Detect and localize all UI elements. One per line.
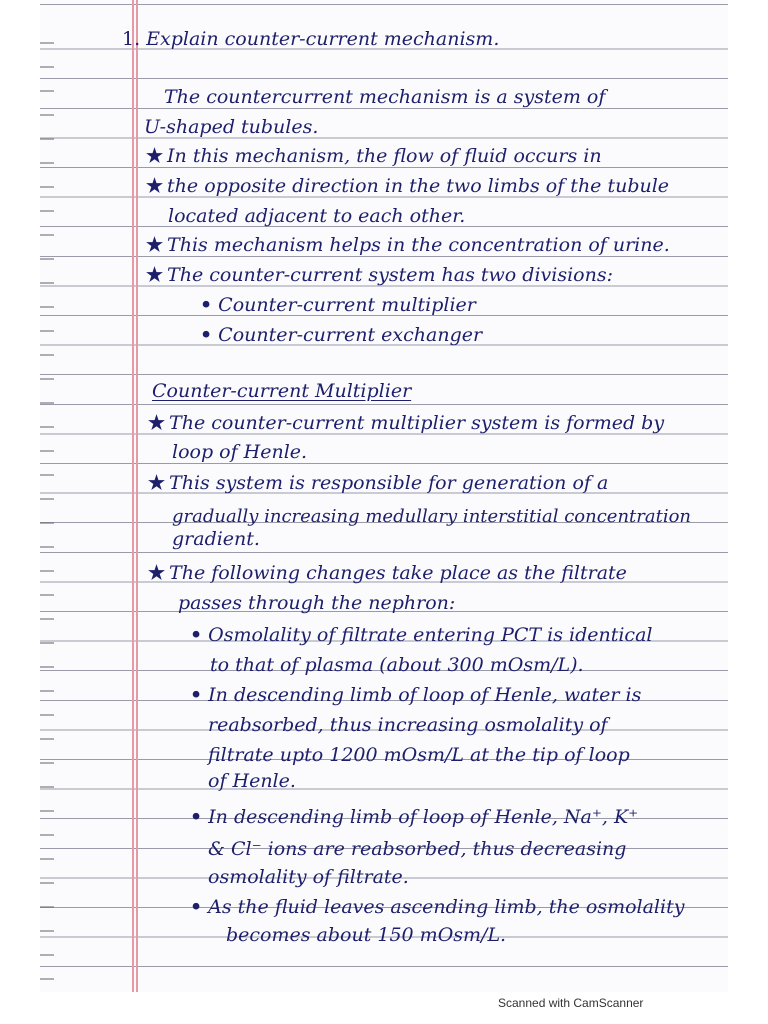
note-line [168, 205, 465, 227]
star-bullet-icon: ★ [148, 412, 166, 434]
dot-line [200, 324, 482, 346]
star-bullet-icon: ★ [146, 234, 164, 256]
line-text: to that of plasma (about 300 mOsm/L). [210, 654, 584, 676]
dot-line [190, 806, 638, 828]
dot-bullet-icon: • [190, 624, 203, 646]
line-text: filtrate upto 1200 mOsm/L at the tip of loop [208, 744, 630, 766]
line-text: of Henle. [208, 770, 296, 792]
line-text: The following changes take place as the filtrate [169, 562, 627, 584]
line-text: The counter-current multiplier system is formed by [169, 412, 665, 434]
note-line [226, 924, 506, 946]
scanner-watermark: Scanned with CamScanner [498, 996, 644, 1010]
line-text: passes through the nephron: [178, 592, 456, 614]
star-bullet-icon: ★ [148, 562, 166, 584]
notebook-page [40, 0, 728, 992]
star-bullet-icon: ★ [148, 472, 166, 494]
note-line [144, 116, 318, 138]
line-text: gradient. [172, 528, 260, 550]
line-text: This system is responsible for generation of a [169, 472, 609, 494]
note-line [178, 592, 455, 614]
margin-line [132, 0, 134, 992]
note-line [208, 838, 626, 860]
question-line [122, 28, 499, 50]
note-line [172, 506, 691, 528]
line-text: loop of Henle. [172, 441, 308, 463]
dot-bullet-icon: • [190, 684, 203, 706]
star-bullet-icon: ★ [146, 145, 164, 167]
line-text: becomes about 150 mOsm/L. [226, 924, 507, 946]
note-line [208, 866, 409, 888]
line-text: the opposite direction in the two limbs of the tubule [167, 175, 670, 197]
note-line [172, 441, 307, 463]
star-line [146, 264, 613, 286]
line-text: In descending limb of loop of Henle, Na⁺, K⁺ [208, 806, 639, 828]
line-text: osmolality of filtrate. [208, 866, 409, 888]
star-line [146, 175, 669, 197]
line-text: The counter-current system has two divisions: [167, 264, 613, 286]
line-text: U-shaped tubules. [144, 116, 319, 138]
note-line [164, 86, 605, 108]
star-bullet-icon: ★ [146, 175, 164, 197]
dot-line [190, 896, 684, 918]
line-text: gradually increasing medullary interstitial concentration [172, 506, 692, 527]
question-number: 1. [122, 28, 141, 50]
note-line [208, 744, 630, 766]
section-heading [152, 380, 411, 402]
heading-text: Counter-current Multiplier [152, 380, 412, 402]
margin-line-inner [136, 0, 138, 992]
note-line [172, 528, 260, 550]
dot-line [200, 294, 476, 316]
note-line [208, 770, 296, 792]
dot-bullet-icon: • [190, 896, 203, 918]
dot-bullet-icon: • [190, 806, 203, 828]
line-text: This mechanism helps in the concentration of urine. [167, 234, 670, 256]
star-line [148, 412, 664, 434]
line-text: Counter-current multiplier [218, 294, 476, 316]
note-line [210, 654, 584, 676]
note-line [208, 714, 608, 736]
star-line [148, 472, 608, 494]
star-line [146, 234, 670, 256]
star-bullet-icon: ★ [146, 264, 164, 286]
star-line [146, 145, 602, 167]
line-text: Osmolality of filtrate entering PCT is identical [208, 624, 653, 646]
question-text: Explain counter-current mechanism. [146, 28, 500, 50]
line-text: The countercurrent mechanism is a system of [164, 86, 606, 108]
line-text: As the fluid leaves ascending limb, the osmolality [208, 896, 685, 918]
line-text: In this mechanism, the flow of fluid occurs in [167, 145, 602, 167]
dot-line [190, 684, 641, 706]
binding-holes [40, 20, 54, 990]
line-text: located adjacent to each other. [168, 205, 466, 227]
line-text: reabsorbed, thus increasing osmolality of [208, 714, 608, 736]
line-text: Counter-current exchanger [218, 324, 483, 346]
dot-line [190, 624, 652, 646]
line-text: & Cl⁻ ions are reabsorbed, thus decreasing [208, 838, 627, 860]
star-line [148, 562, 627, 584]
line-text: In descending limb of loop of Henle, water is [208, 684, 642, 706]
dot-bullet-icon: • [200, 294, 213, 316]
dot-bullet-icon: • [200, 324, 213, 346]
